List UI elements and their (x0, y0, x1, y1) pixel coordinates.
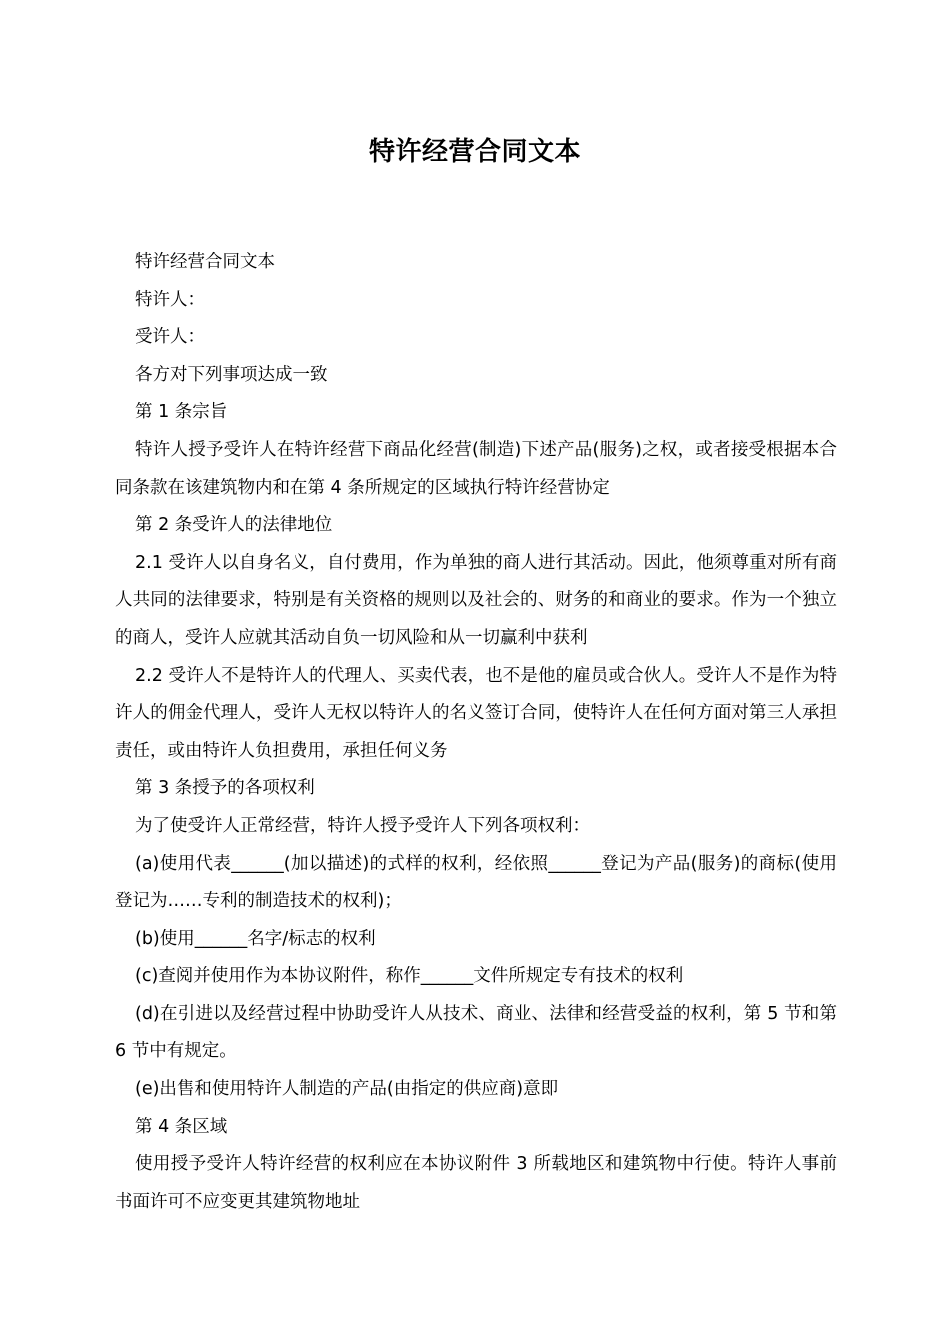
section-heading: 第 1 条宗旨 (135, 402, 228, 423)
list-item: (d)在引进以及经营过程中协助受许人从技术、商业、法律和经营受益的权利，第 5 节和第 6 节中有规定。 (115, 1003, 837, 1062)
list-item: (e)出售和使用特许人制造的产品(由指定的供应商)意即 (135, 1079, 559, 1100)
list-item: (b)使用______名字/标志的权利 (135, 928, 376, 949)
section-heading: 第 4 条区域 (135, 1116, 228, 1137)
paragraph: 受许人： (135, 327, 205, 348)
section-heading: 第 3 条授予的各项权利 (135, 778, 315, 799)
paragraph: 使用授予受许人特许经营的权利应在本协议附件 3 所载地区和建筑物中行使。特许人事前书面许可不应变更其建筑物地址 (115, 1154, 837, 1212)
paragraph: 特许经营合同文本 (135, 252, 275, 272)
paragraph: 特许人： (135, 289, 205, 310)
paragraph: 2.1 受许人以自身名义，自付费用，作为单独的商人进行其活动。因此，他须尊重对所有商人共同的法律要求，特别是有关资格的规则以及社会的、财务的和商业的要求。作为一个独立的商人，受许人应就其活动自负一切风险和从一切赢利中获利 (115, 552, 837, 648)
paragraph: 特许人授予受许人在特许经营下商品化经营(制造)下述产品(服务)之权，或者接受根据本合同条款在该建筑物内和在第 4 条所规定的区域执行特许经营协定 (115, 439, 837, 498)
paragraph: 为了使受许人正常经营，特许人授予受许人下列各项权利： (135, 815, 590, 836)
list-item: (c)查阅并使用作为本协议附件，称作______文件所规定专有技术的权利 (135, 966, 684, 987)
paragraph: 各方对下列事项达成一致 (135, 364, 328, 385)
document-title: 特许经营合同文本 (368, 137, 581, 167)
section-heading: 第 2 条受许人的法律地位 (135, 515, 333, 536)
document-body (115, 244, 837, 1221)
paragraph: 2.2 受许人不是特许人的代理人、买卖代表，也不是他的雇员或合伙人。受许人不是作为特许人的佣金代理人，受许人无权以特许人的名义签订合同，使特许人在任何方面对第三人承担责任，或由特许人负担费用，承担任何义务 (115, 665, 837, 761)
list-item: (a)使用代表______(加以描述)的式样的权利，经依照______登记为产品(服务)的商标(使用登记为……专利的制造技术的权利)； (115, 853, 837, 912)
